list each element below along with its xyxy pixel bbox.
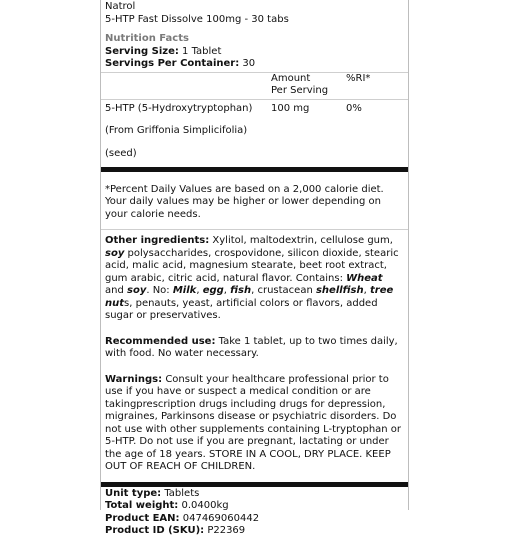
table-row: (From Griffonia Simplicifolia) (105, 124, 248, 136)
unit-type: Unit type: Tablets (105, 487, 200, 499)
ri-header: %RI* (346, 72, 371, 84)
serving-size: Serving Size: 1 Tablet (105, 45, 222, 57)
recommended-use: Recommended use: Take 1 tablet, up to two times daily, with food. No water necessary. (105, 335, 398, 359)
nutrition-rows (101, 100, 408, 162)
daily-value-footnote: *Percent Daily Values are based on a 2,000 calorie diet. Your daily values may be higher or lower depending on your calorie needs. (105, 183, 384, 220)
nutrition-facts-title: Nutrition Facts (105, 33, 189, 44)
nutrition-table-header (101, 73, 408, 99)
table-row: 5-HTP (5-Hydroxytryptophan) 100 mg 0% (105, 102, 362, 114)
brand-name: Natrol (105, 1, 136, 12)
other-ingredients: Other ingredients: Xylitol, maltodextrin, cellulose gum, soy polysaccharides, crospovidone, silicon dioxide, stearic acid, malic acid, magnesium stearate, beet root extract, gum arabic, citric acid, natural flavor. Contains: Wheat and soy. No: Milk, egg, fish, crustacean shellfish, tree nuts, penauts, yeast, artificial colors or flavors, added sugar or preservatives. (105, 235, 399, 321)
servings-per-container: Servings Per Container: 30 (105, 58, 256, 69)
amount-header: Amount Per Serving (271, 72, 329, 96)
total-weight: Total weight: 0.0400kg (105, 500, 229, 511)
product-details (101, 488, 408, 538)
product-name: 5-HTP Fast Dissolve 100mg - 30 tabs (105, 13, 289, 25)
product-header (101, 0, 408, 72)
warnings: Warnings: Consult your healthcare professional prior to use if you have or suspect a medical condition or are takingprescription drugs including drugs for depression, migraines, Parkinsons disease or psychiatric disorders. Do not use with other supplements containing L-tryptophan or 5-HTP. Do not use if you are pregnant, lactating or under the age of 18 years. STORE IN A COOL, DRY PLACE. KEEP OUT OF REACH OF CHILDREN. (105, 373, 402, 472)
nutrition-table (101, 73, 408, 99)
product-sku: Product ID (SKU): P22369 (105, 525, 246, 536)
table-row: (seed) (105, 147, 137, 159)
product-info-panel (100, 0, 409, 536)
product-ean: Product EAN: 04746906044​2 (105, 512, 260, 524)
